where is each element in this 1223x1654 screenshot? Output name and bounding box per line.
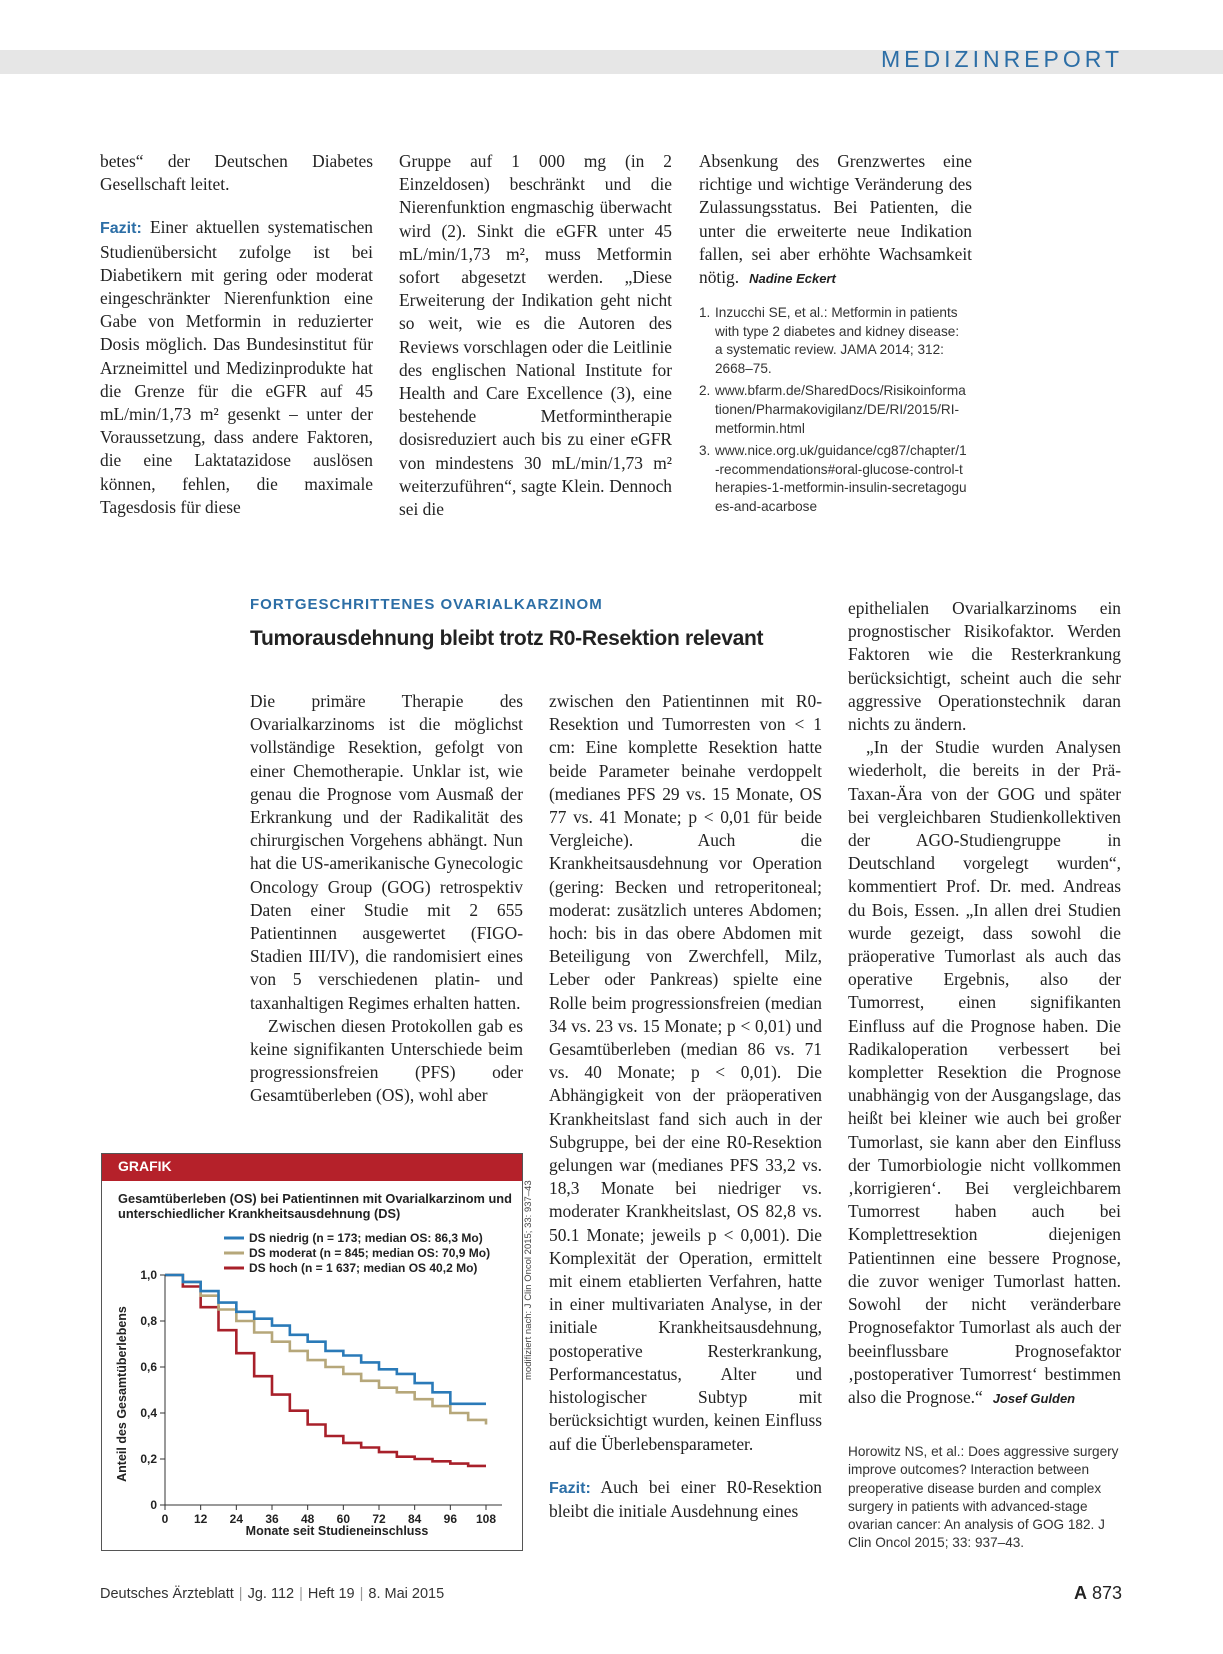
journal-name: Deutsches Ärzteblatt <box>100 1586 234 1602</box>
article-author: Josef Gulden <box>992 1390 1076 1406</box>
y-tick-label: 0,2 <box>140 1452 157 1466</box>
chart-title: Gesamtüberleben (OS) bei Patientinnen mit Ovarialkarzinom und unterschiedlicher Krankheitsausdehnung (DS) <box>118 1191 512 1221</box>
legend-entry: DS hoch (n = 1 637; median OS 40,2 Mo) <box>249 1261 478 1275</box>
x-tick-label: 12 <box>193 1512 208 1526</box>
figure-credit: modifiziert nach: J Clin Oncol 2015; 33: 937–43 <box>523 1180 534 1380</box>
reference-item: 2. www.bfarm.de/SharedDocs/Risikoinformationen/Pharmakovigilanz/DE/RI/2015/RI-metformin.html <box>699 382 967 438</box>
article-col3-paragraph-2: „In der Studie wurden Analysen wiederholt, die bereits in der Prä-Taxan-Ära von der GOG und später bei vergleichbaren Studienkollektiven der AGO-Studiengruppe in Deutschland vorgelegt wurden“, kommentiert Prof. Dr. med. Andreas du Bois, Essen. „In allen drei Studien wurde gezeigt, dass sowohl die präoperative Tumorlast als auch das operative Ergebnis, also der Tumorrest, einen signifikanten Einfluss auf die Prognose haben. Die Radikaloperation verbessert bei kompletter Resektion die Prognose unabhängig von der Ausgangslage, das heißt bei kleiner wie auch bei großer Tumorlast, sie kann aber den Einfluss der Tumorbiologie nicht vollkommen ‚korrigieren‘. Bei vergleichbarem Tumorrest haben auch bei Komplettresektion diejenigen Patientinnen eine bessere Prognose, die zuvor weniger Tumorlast hatten. Sowohl der nicht veränderbare Prognosefaktor Tumorlast als auch der beeinflussbare Prognosefaktor ‚postoperativer Tumorrest‘ bestimmen also die Prognose.“ <box>848 737 1121 1407</box>
reference-text: Inzucchi SE, et al.: Metformin in patients with type 2 diabetes and kidney disease: a systematic review. JAMA 2014; 312: 2668–75. <box>715 305 960 376</box>
x-tick-label: 24 <box>229 1512 244 1526</box>
top-col1-paragraph-1: betes“ der Deutschen Diabetes Gesellschaft leitet. <box>100 151 373 195</box>
legend-entry: DS niedrig (n = 173; median OS: 86,3 Mo) <box>249 1231 483 1245</box>
reference-item: 3. www.nice.org.uk/guidance/cg87/chapter/1-recommendations#oral-glucose-control-therapies-1-metformin-insulin-secretagogues-and-acarbose <box>699 442 967 516</box>
article-column-2 <box>549 690 822 1523</box>
top-col3-paragraph-wrap <box>699 150 972 290</box>
y-axis-label: Anteil des Gesamtüberlebens <box>115 1306 129 1482</box>
x-tick-label: 72 <box>372 1512 386 1526</box>
article-col3-paragraph-2-wrap <box>848 736 1121 1410</box>
reference-text: www.bfarm.de/SharedDocs/Risikoinformationen/Pharmakovigilanz/DE/RI/2015/RI-metformin.html <box>715 383 966 436</box>
journal-date: 8. Mai 2015 <box>368 1586 445 1602</box>
x-tick-label: 36 <box>265 1512 279 1526</box>
article-source: Horowitz NS, et al.: Does aggressive surgery improve outcomes? Interaction between preoperative disease burden and complex surgery in patients with advanced-stage ovarian cancer: An analysis of GOG 182. J Clin Oncol 2015; 33: 937–43. <box>848 1444 1119 1551</box>
reference-list <box>699 304 967 521</box>
article-column-3 <box>848 597 1121 1410</box>
article-col2-paragraph: zwischen den Patientinnen mit R0-Resektion und Tumorresten von < 1 cm: Eine komplette Resektion hatte beide Parameter beinahe verdoppelt (medianes PFS 29 vs. 15 Monate, OS 77 vs. 41 Monate; p < 0,01 für beide Vergleiche). Auch die Krankheitsausdehnung vor Operation (gering: Becken und retroperitoneal; moderat: zusätzlich unteres Abdomen; hoch: bis in das obere Abdomen mit Beteiligung von Zwerchfell, Milz, Leber oder Pankreas) spielte eine Rolle beim progressionsfreien (median 34 vs. 23 vs. 15 Monate; p < 0,01) und Gesamtüberleben (median 86 vs. 71 vs. 40 Monate; p < 0,01). Die Abhängigkeit von der präoperativen Krankheitslast fand sich auch in der Subgruppe, bei der eine R0-Resektion gelungen war (medianes PFS 33,2 vs. 18,3 Monate bei niedriger vs. moderater Krankheitslast, OS 82,8 vs. 50.1 Monate; jeweils p < 0,001). Die Komplexität der Operation, ermittelt mit einem etablierten Verfahren, hatte in einer multivariaten Analyse, in der initiale Krankheitsausdehnung, postoperative Resterkrankung, Performancestatus, Alter und histologischer Subtyp mit berücksichtigt wurden, keinen Einfluss auf die Überlebensparameter. <box>549 691 822 1454</box>
y-tick-label: 0,8 <box>140 1314 157 1328</box>
journal-issue: Heft 19 <box>307 1586 355 1602</box>
footer: Deutsches Ärzteblatt | Jg. 112 | Heft 19 | 8. Mai 2015 <box>100 1586 445 1602</box>
top-article-column-2 <box>399 150 672 521</box>
top-col3-paragraph: Absenkung des Grenzwertes eine richtige und wichtige Veränderung des Zulassungsstatus. Bei Patienten, die unter die erweiterte neue Indikation fallen, sei aber erhöhte Wachsamkeit nötig. <box>699 151 972 288</box>
journal-volume: Jg. 112 <box>247 1586 295 1602</box>
section-label: MEDIZINREPORT <box>881 46 1123 72</box>
article-column-1 <box>250 690 523 1108</box>
y-tick-label: 1,0 <box>140 1268 157 1282</box>
y-tick-label: 0,4 <box>140 1406 157 1420</box>
page-number: A 873 <box>1073 1583 1122 1603</box>
x-tick-label: 48 <box>300 1512 315 1526</box>
legend-entry: DS moderat (n = 845; median OS: 70,9 Mo) <box>249 1246 491 1260</box>
article-col2-fazit <box>549 1476 822 1523</box>
top-col1-fazit-paragraph <box>100 216 373 519</box>
article-col1-paragraph-1: Die primäre Therapie des Ovarialkarzinoms ist die möglichst vollständige Resektion, gefolgt von einer Chemotherapie. Unklar ist, wie genau die Prognose vom Ausmaß der Erkrankung und der Radikalität des chirurgischen Vorgehens abhängt. Nun hat die US-amerikanische Gynecologic Oncology Group (GOG) retrospektiv Daten einer Studie mit 2 655 Patientinnen ausgewertet (FIGO-Stadien III/IV), die randomisiert eines von 5 verschiedenen platin- und taxanhaltigen Regimes erhalten hatten. <box>250 691 523 1013</box>
x-tick-label: 84 <box>407 1512 422 1526</box>
x-axis-label: Monate seit Studieneinschluss <box>245 1524 429 1538</box>
y-tick-label: 0,6 <box>140 1360 157 1374</box>
article-col1-paragraph-2: Zwischen diesen Protokollen gab es keine signifikanten Unterschiede beim progressionsfreien (PFS) oder Gesamtüberleben (OS), wohl aber <box>250 1015 523 1106</box>
x-tick-label: 96 <box>443 1512 458 1526</box>
article-col2-fazit-text: Auch bei einer R0-Resektion bleibt die initiale Ausdehnung eines <box>549 1476 822 1521</box>
top-col2-paragraph: Gruppe auf 1 000 mg (in 2 Einzeldosen) beschränkt und die Nierenfunktion engmaschig überwacht wird (2). Sinkt die eGFR unter 45 mL/min/1,73 m², muss Metformin sofort abgesetzt werden. „Diese Erweiterung der Indikation geht nicht so weit, wie es die Autoren des Reviews vorschlagen oder die Leitlinie des englischen National Institute for Health and Care Excellence (3), eine bestehende Metformintherapie dosisreduziert auch bis zu einer eGFR von mindestens 30 mL/min/1,73 m² weiterzuführen“, sagte Klein. Dennoch sei die <box>399 151 672 520</box>
x-tick-label: 108 <box>475 1512 497 1526</box>
fazit-label: Fazit: <box>100 220 142 238</box>
article-kicker: FORTGESCHRITTENES OVARIALKARZINOM <box>250 596 603 613</box>
reference-text: www.nice.org.uk/guidance/cg87/chapter/1-recommendations#oral-glucose-control-therapies-1-metformin-insulin-secretagogues-and-acarbose <box>715 443 967 514</box>
y-tick-label: 0 <box>150 1498 157 1512</box>
reference-item: 1. Inzucchi SE, et al.: Metformin in patients with type 2 diabetes and kidney disease: a systematic review. JAMA 2014; 312: 2668–75. <box>699 304 967 378</box>
top-article-column-1 <box>100 150 373 519</box>
x-tick-label: 60 <box>336 1512 351 1526</box>
article-headline: Tumorausdehnung bleibt trotz R0-Resektion relevant <box>250 627 764 650</box>
top-article-column-3 <box>699 150 972 290</box>
series-line-1 <box>165 1275 486 1404</box>
survival-chart <box>102 1154 522 1550</box>
top-col1-fazit-text: Einer aktuellen systematischen Studienübersicht zufolge ist bei Diabetikern mit gering oder moderat eingeschränkter Nierenfunktion eine Gabe von Metformin in reduzierter Dosis möglich. Das Bundesinstitut für Arzneimittel und Medizinprodukte hat die Grenze für die eGFR auf 45 mL/min/1,73 m² gesenkt – unter der Voraussetzung, dass andere Faktoren, die eine Laktatazidose auslösen können, fehlen, die maximale Tagesdosis für diese <box>100 217 373 517</box>
article-col3-paragraph-1: epithelialen Ovarialkarzinoms ein prognostischer Risikofaktor. Werden Faktoren wie die Resterkrankung berücksichtigt, scheint auch die sehr aggressive Operationstechnik daran nichts zu ändern. <box>848 598 1121 735</box>
figure-box <box>101 1153 523 1551</box>
top-article-author: Nadine Eckert <box>749 271 836 287</box>
fazit-label: Fazit: <box>549 1479 591 1497</box>
figure-label: GRAFIK <box>118 1158 172 1174</box>
x-tick-label: 0 <box>161 1512 169 1526</box>
series-line-3 <box>165 1275 486 1466</box>
